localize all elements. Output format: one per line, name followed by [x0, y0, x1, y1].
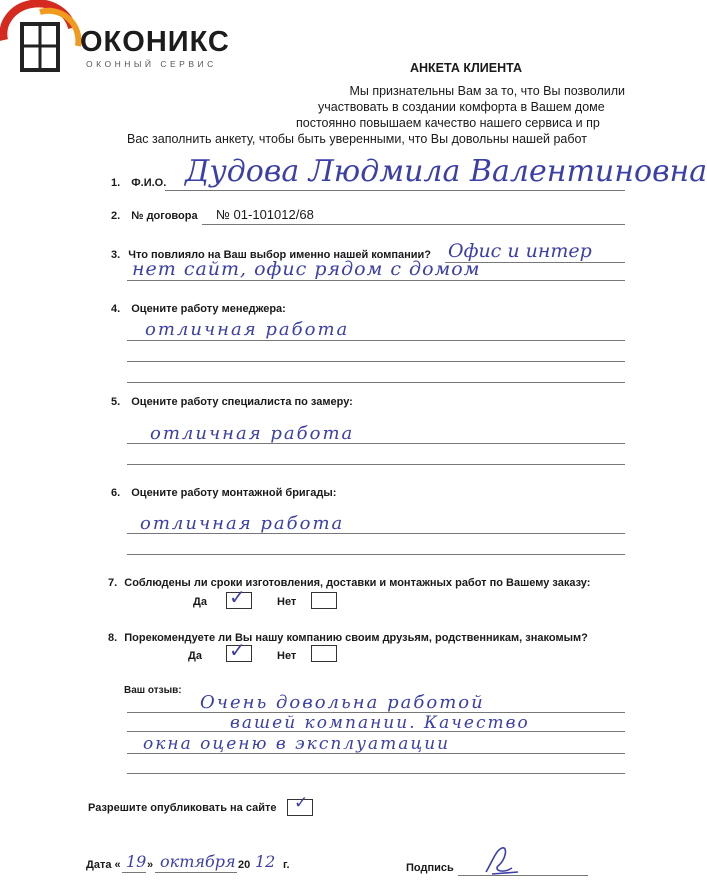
date-label	[86, 859, 121, 871]
q6-label	[111, 487, 336, 499]
q8-no-checkbox[interactable]	[311, 645, 337, 662]
q3-answer-line-1[interactable]: Офис и интер	[448, 240, 592, 262]
signature-label: Подпись	[406, 862, 454, 874]
q7-no-label: Нет	[277, 596, 297, 608]
q4-label	[111, 303, 286, 315]
q8-number: 8.	[108, 632, 118, 644]
q3-answer-line-2[interactable]: нет сайт, офис рядом с домом	[132, 258, 481, 280]
q6-number: 6.	[111, 487, 121, 499]
q1-answer[interactable]: Дудова Людмила Валентиновна	[185, 154, 707, 189]
q2-number: 2.	[111, 210, 121, 222]
q8-yes-label: Да	[188, 650, 202, 662]
date-year-prefix: 20	[238, 859, 251, 871]
signature-drawing	[478, 842, 528, 880]
q1-number: 1.	[111, 177, 121, 189]
date-day[interactable]: 19	[126, 852, 147, 871]
intro-line-1: Мы признательны Вам за то, что Вы позволили	[349, 84, 625, 98]
q7-text: Соблюдены ли сроки изготовления, доставки и монтажных работ по Вашему заказу:	[124, 577, 591, 589]
q4-text: Оцените работу менеджера:	[131, 303, 286, 315]
q7-number: 7.	[108, 577, 118, 589]
q8-no-label: Нет	[277, 650, 297, 662]
q4-answer[interactable]: отличная работа	[145, 319, 350, 340]
q8-yes-check-icon: ✓	[229, 638, 246, 662]
q8-text: Порекомендуете ли Вы нашу компанию своим друзьям, родственникам, знакомым?	[124, 632, 588, 644]
q7-yes-check-icon: ✓	[229, 585, 246, 609]
q5-answer[interactable]: отличная работа	[150, 423, 355, 444]
q8-label	[108, 632, 588, 644]
window-logo-icon	[0, 6, 80, 76]
q6-answer[interactable]: отличная работа	[140, 513, 345, 534]
logo-tagline: ОКОННЫЙ СЕРВИС	[86, 59, 217, 69]
review-label: Ваш отзыв:	[124, 685, 182, 696]
q5-text: Оцените работу специалиста по замеру:	[131, 396, 353, 408]
date-month[interactable]: октября	[160, 852, 236, 871]
date-year-end: г.	[283, 859, 290, 871]
q5-number: 5.	[111, 396, 121, 408]
publish-check-icon: ✓	[294, 793, 309, 813]
intro-line-2: участвовать в создании комфорта в Вашем доме	[318, 100, 605, 114]
logo	[0, 6, 260, 76]
date-open-quote: «	[114, 859, 121, 871]
q2-label	[111, 210, 198, 222]
logo-name: ОКОНИКС	[80, 26, 230, 58]
q7-yes-label: Да	[193, 596, 207, 608]
date-label-text: Дата	[86, 859, 112, 871]
intro-line-3: постоянно повышаем качество нашего сервиса и пр	[296, 116, 600, 130]
date-close-quote: »	[147, 859, 154, 871]
intro-line-4: Вас заполнить анкету, чтобы быть уверенными, что Вы довольны нашей работ	[127, 132, 587, 146]
q6-text: Оцените работу монтажной бригады:	[131, 487, 337, 499]
review-line-1[interactable]: Очень довольна работой	[200, 692, 485, 713]
review-line-2[interactable]: вашей компании. Качество	[230, 713, 530, 733]
q7-no-checkbox[interactable]	[311, 592, 337, 609]
q2-answer[interactable]: № 01-101012/68	[216, 207, 314, 222]
q7-label	[108, 577, 590, 589]
q1-label	[111, 177, 166, 189]
q5-label	[111, 396, 353, 408]
q1-text: Ф.И.О.	[131, 177, 167, 189]
publish-label: Разрешите опубликовать на сайте	[88, 802, 277, 814]
q2-text: № договора	[131, 210, 198, 222]
date-year[interactable]: 12	[255, 852, 276, 871]
q3-number: 3.	[111, 249, 121, 261]
q4-number: 4.	[111, 303, 121, 315]
review-line-3[interactable]: окна оценю в эксплуатации	[143, 734, 451, 754]
form-title: АНКЕТА КЛИЕНТА	[410, 61, 522, 75]
q3-text: Что повлияло на Ваш выбор именно нашей компании?	[128, 249, 431, 261]
